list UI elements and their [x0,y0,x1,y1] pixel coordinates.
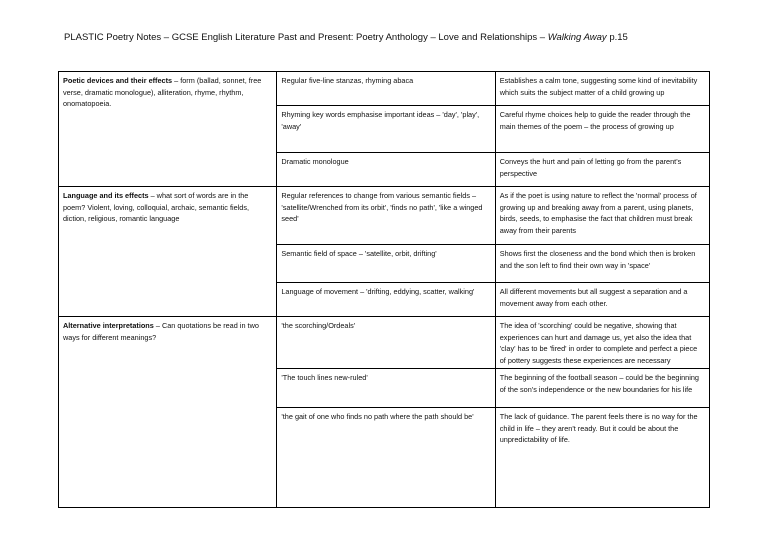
poem-title: Walking Away [547,32,607,43]
section-heading: Alternative interpretations [63,321,154,330]
section-label-poetic-devices [59,72,277,187]
effect-cell: Establishes a calm tone, suggesting some kind of inevitability which suits the subject matter of a child growing up [495,72,709,106]
section-heading: Language and its effects [63,191,149,200]
section-label-language [59,187,277,317]
effect-cell: The beginning of the football season – could be the beginning of the son's independence or the new boundaries for his life [495,369,709,408]
evidence-cell: Semantic field of space – 'satellite, orbit, drifting' [277,245,495,283]
evidence-cell: 'the scorching/Ordeals' [277,317,495,369]
evidence-cell: Language of movement – 'drifting, eddying, scatter, walking' [277,283,495,317]
table-row [59,317,710,369]
effect-cell: Careful rhyme choices help to guide the reader through the main themes of the poem – the process of growing up [495,106,709,153]
section-description: – what sort of words are in the poem? Violent, loving, colloquial, archaic, semantic fields, diction, religious, romantic language [63,191,250,223]
evidence-cell: 'The touch lines new-ruled' [277,369,495,408]
page-title [64,32,744,43]
table-row [59,187,710,245]
effect-cell: All different movements but all suggest a separation and a movement away from each other. [495,283,709,317]
table-row [59,72,710,106]
evidence-cell: Dramatic monologue [277,153,495,187]
effect-cell: The lack of guidance. The parent feels there is no way for the child in life – they aren't ready. But it could be about the unpredictability of life. [495,408,709,508]
effect-cell: The idea of 'scorching' could be negative, showing that experiences can hurt and damage us, yet also the idea that 'clay' has to be 'fired' in order to complete and perfect a piece of pottery suggests these experiences are necessary [495,317,709,369]
evidence-cell: Regular references to change from various semantic fields – 'satellite/Wrenched from its orbit', 'finds no path', 'like a winged seed' [277,187,495,245]
effect-cell: Conveys the hurt and pain of letting go from the parent's perspective [495,153,709,187]
page-reference: p.15 [606,32,628,43]
section-description: – form (ballad, sonnet, free verse, dramatic monologue), alliteration, rhyme, rhythm, onomatopoeia. [63,76,262,108]
title-text: PLASTIC Poetry Notes – GCSE English Literature Past and Present: Poetry Anthology – Love and Relationships – [64,32,548,43]
section-label-interpretations [59,317,277,508]
evidence-cell: 'the gait of one who finds no path where the path should be' [277,408,495,508]
section-heading: Poetic devices and their effects [63,76,173,85]
effect-cell: Shows first the closeness and the bond which then is broken and the son left to find their own way in 'space' [495,245,709,283]
section-description: – Can quotations be read in two ways for different meanings? [63,321,259,342]
notes-table [58,71,710,508]
evidence-cell: Rhyming key words emphasise important ideas – 'day', 'play', 'away' [277,106,495,153]
effect-cell: As if the poet is using nature to reflect the 'normal' process of growing up and breaking away from a parent, using planets, birds, seeds, to emphasise the fact that children must break away from their parents [495,187,709,245]
evidence-cell: Regular five-line stanzas, rhyming abaca [277,72,495,106]
